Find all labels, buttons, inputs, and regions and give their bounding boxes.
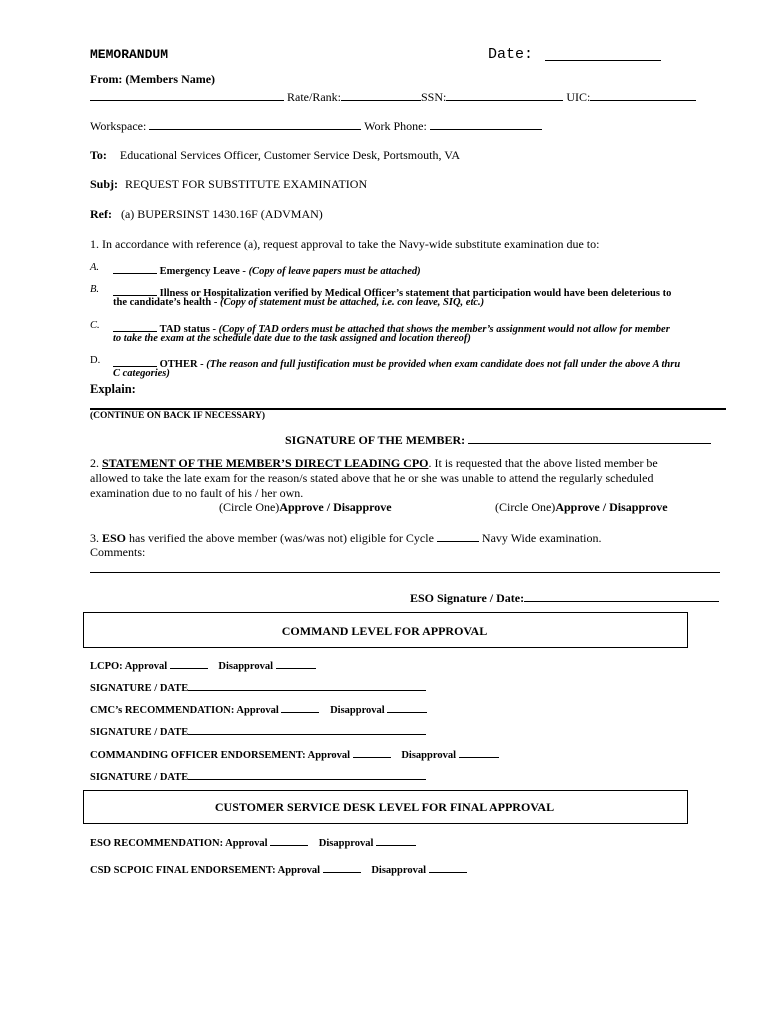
date-label: Date: bbox=[488, 46, 534, 63]
para2-line3: examination due to no fault of his / her own. bbox=[90, 486, 304, 500]
option-c-letter: C. bbox=[90, 320, 100, 331]
ssn-label: SSN: bbox=[421, 90, 447, 104]
option-d-check-field[interactable] bbox=[113, 355, 157, 367]
signature-date-label: SIGNATURE / DATE bbox=[90, 772, 189, 783]
co-label: COMMANDING OFFICER ENDORSEMENT: Approval bbox=[90, 750, 353, 761]
eso-signature-label: ESO Signature / Date: bbox=[410, 591, 525, 605]
workspace-row bbox=[90, 118, 542, 134]
work-phone-label: Work Phone: bbox=[364, 119, 427, 133]
rate-rank-label: Rate/Rank: bbox=[287, 90, 341, 104]
csd-level-title: CUSTOMER SERVICE DESK LEVEL FOR FINAL APPROVAL bbox=[214, 800, 555, 814]
option-a-letter: A. bbox=[90, 262, 100, 273]
option-d-note-cont: C categories) bbox=[113, 368, 170, 379]
eso-rec-disapproval-label: Disapproval bbox=[318, 838, 377, 849]
lcpo-row bbox=[90, 657, 316, 672]
command-level-title: COMMAND LEVEL FOR APPROVAL bbox=[281, 624, 488, 638]
cpo-approval-right[interactable] bbox=[495, 500, 668, 515]
ref-value: (a) BUPERSINST 1430.16F (ADVMAN) bbox=[120, 207, 323, 221]
eso-rec-label: ESO RECOMMENDATION: Approval bbox=[90, 838, 271, 849]
para2-number: 2. bbox=[90, 456, 102, 470]
member-name-field[interactable] bbox=[90, 89, 284, 101]
option-c-note-cont: to take the exam at the schedule date due to the task assigned and location thereof) bbox=[113, 333, 471, 344]
option-b-line2 bbox=[113, 297, 484, 308]
explain-label: Explain: bbox=[90, 382, 136, 396]
option-d-letter: D. bbox=[90, 355, 101, 366]
signature-date-field[interactable] bbox=[188, 768, 426, 780]
signature-date-field[interactable] bbox=[188, 679, 426, 691]
workspace-label: Workspace: bbox=[90, 119, 147, 133]
ssn-field[interactable] bbox=[446, 89, 563, 101]
option-b-note: (Copy of statement must be attached, i.e. con leave, SIQ, etc.) bbox=[219, 297, 485, 308]
uic-label: UIC: bbox=[566, 90, 591, 104]
signature-date-label: SIGNATURE / DATE bbox=[90, 683, 189, 694]
cmc-disapproval-field[interactable] bbox=[387, 701, 427, 713]
cmc-row bbox=[90, 701, 427, 716]
lcpo-disapproval-field[interactable] bbox=[276, 657, 316, 669]
cmc-label: CMC’s RECOMMENDATION: Approval bbox=[90, 705, 282, 716]
comments-label: Comments: bbox=[90, 545, 146, 559]
signature-date-row-3 bbox=[90, 768, 426, 783]
option-c-check-field[interactable] bbox=[113, 320, 157, 332]
signature-date-row-1 bbox=[90, 679, 426, 694]
subj-value: REQUEST FOR SUBSTITUTE EXAMINATION bbox=[125, 177, 368, 191]
member-signature-label: SIGNATURE OF THE MEMBER: bbox=[285, 433, 466, 447]
subj-row bbox=[90, 177, 367, 192]
circle-one-label: (Circle One) bbox=[495, 500, 556, 514]
option-a-title: Emergency Leave - bbox=[159, 266, 249, 277]
csd-disapproval-field[interactable] bbox=[429, 861, 467, 873]
option-d-line1 bbox=[113, 355, 680, 370]
co-disapproval-label: Disapproval bbox=[401, 750, 459, 761]
para3-eso: ESO bbox=[102, 531, 127, 545]
para3-number: 3. bbox=[90, 531, 102, 545]
option-a-note: (Copy of leave papers must be attached) bbox=[248, 266, 421, 277]
para2-line1 bbox=[90, 456, 658, 471]
rate-rank-field[interactable] bbox=[341, 89, 421, 101]
csd-approval-field[interactable] bbox=[323, 861, 361, 873]
memo-title: MEMORANDUM bbox=[90, 47, 169, 62]
ref-row bbox=[90, 207, 323, 222]
member-signature-row bbox=[285, 432, 711, 448]
from-row bbox=[90, 89, 696, 105]
ref-label: Ref: bbox=[90, 207, 112, 221]
option-b-title: Illness or Hospitalization verified by Medical Officer’s statement that participation would have been deleterious to bbox=[159, 288, 672, 299]
eso-signature-row bbox=[410, 590, 719, 606]
uic-field[interactable] bbox=[590, 89, 696, 101]
circle-one-label: (Circle One) bbox=[219, 500, 280, 514]
csd-disapproval-label: Disapproval bbox=[371, 865, 429, 876]
cpo-approval-left[interactable] bbox=[219, 500, 392, 515]
to-value: Educational Services Officer, Customer Service Desk, Portsmouth, VA bbox=[119, 148, 461, 162]
para3-text-a: has verified the above member (was/was not) eligible for Cycle bbox=[126, 531, 437, 545]
signature-date-field[interactable] bbox=[188, 723, 426, 735]
option-c-title: TAD status - bbox=[159, 324, 219, 335]
explain-divider bbox=[90, 408, 726, 410]
cmc-approval-field[interactable] bbox=[281, 701, 319, 713]
csd-endorsement-row bbox=[90, 861, 467, 876]
lcpo-disapproval-label: Disapproval bbox=[218, 661, 276, 672]
option-c-note: (Copy of TAD orders must be attached that shows the member’s assignment would not allow for member bbox=[218, 324, 670, 335]
para2-heading: STATEMENT OF THE MEMBER’S DIRECT LEADING CPO bbox=[102, 456, 429, 470]
subj-label: Subj: bbox=[90, 177, 119, 191]
option-d-title: OTHER - bbox=[159, 359, 207, 370]
eso-recommendation-row bbox=[90, 834, 416, 849]
option-b-title-cont: the candidate’s health - bbox=[113, 297, 220, 308]
co-approval-field[interactable] bbox=[353, 746, 391, 758]
approve-disapprove-option[interactable]: Approve / Disapprove bbox=[555, 500, 668, 514]
to-label: To: bbox=[90, 148, 107, 162]
cmc-disapproval-label: Disapproval bbox=[330, 705, 388, 716]
eso-signature-field[interactable] bbox=[524, 590, 719, 602]
option-a-check-field[interactable] bbox=[113, 262, 157, 274]
option-a bbox=[113, 262, 421, 277]
paragraph-1: 1. In accordance with reference (a), request approval to take the Navy-wide substitute examination due to: bbox=[90, 237, 600, 251]
member-signature-field[interactable] bbox=[468, 432, 711, 444]
option-d-note: (The reason and full justification must be provided when exam candidate does not fall under the above A thru bbox=[206, 359, 681, 370]
option-b-letter: B. bbox=[90, 284, 100, 295]
lcpo-approval-field[interactable] bbox=[170, 657, 208, 669]
lcpo-label: LCPO: Approval bbox=[90, 661, 170, 672]
option-b-check-field[interactable] bbox=[113, 284, 157, 296]
co-disapproval-field[interactable] bbox=[459, 746, 499, 758]
para2-text: . It is requested that the above listed member be bbox=[428, 456, 658, 470]
para3-text-b: Navy Wide examination. bbox=[478, 531, 602, 545]
comments-line[interactable] bbox=[90, 572, 720, 573]
signature-date-label: SIGNATURE / DATE bbox=[90, 727, 189, 738]
from-label: From: (Members Name) bbox=[90, 72, 216, 86]
to-row bbox=[90, 148, 460, 163]
cycle-field[interactable] bbox=[437, 530, 479, 542]
co-row bbox=[90, 746, 499, 761]
date-field[interactable] bbox=[545, 49, 661, 61]
para2-line2: allowed to take the late exam for the reason/s stated above that he or she was unable to attend the regularly scheduled bbox=[90, 471, 654, 485]
para3-line1 bbox=[90, 530, 602, 546]
work-phone-field[interactable] bbox=[430, 118, 542, 130]
continue-note: (CONTINUE ON BACK IF NECESSARY) bbox=[90, 411, 266, 421]
signature-date-row-2 bbox=[90, 723, 426, 738]
eso-rec-disapproval-field[interactable] bbox=[376, 834, 416, 846]
approve-disapprove-option[interactable]: Approve / Disapprove bbox=[279, 500, 392, 514]
csd-label: CSD SCPOIC FINAL ENDORSEMENT: Approval bbox=[90, 865, 323, 876]
eso-rec-approval-field[interactable] bbox=[270, 834, 308, 846]
workspace-field[interactable] bbox=[149, 118, 361, 130]
